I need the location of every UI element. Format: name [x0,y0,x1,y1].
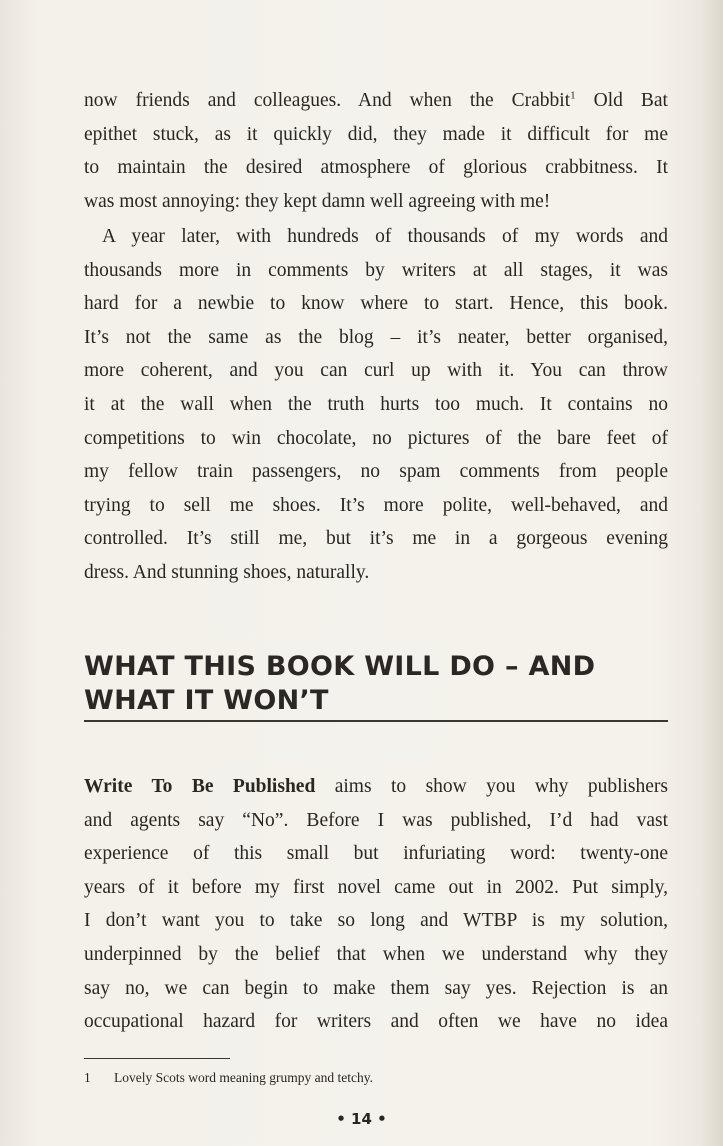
paragraph-3-line-8: occupational hazard for writers and often we have no idea [84,1011,668,1033]
paragraph-1-line-3: to maintain the desired atmosphere of glorious crabbitness. It [84,157,668,179]
footnote-divider [84,1058,230,1059]
paragraph-2-line-11: dress. And stunning shoes, naturally. [84,561,370,583]
section-heading-line-2: WHAT IT WON’T [84,685,329,716]
paragraph-3-line-7: say no, we can begin to make them say yes. Rejection is an [84,977,668,999]
paragraph-3 [84,770,668,1039]
paragraph-1-line-2: epithet stuck, as it quickly did, they made it difficult for me [84,123,668,145]
heading-divider [84,720,668,722]
paragraph-2-line-7: competitions to win chocolate, no pictures of the bare feet of [84,427,668,449]
paragraph-2-line-8: my fellow train passengers, no spam comments from people [84,461,668,483]
footnote-marker: 1 [570,89,576,102]
paragraph-2-line-10: controlled. It’s still me, but it’s me in a gorgeous evening [84,528,668,550]
paragraph-3-line-1: Write To Be Published aims to show you why publishers [84,776,668,797]
paragraph-2-line-4: It’s not the same as the blog – it’s neater, better organised, [84,326,668,348]
book-title-bold: Write To Be Published [84,776,316,797]
paragraph-2-line-1: A year later, with hundreds of thousands of my words and [102,226,668,247]
section-heading-line-1: WHAT THIS BOOK WILL DO – AND [84,651,596,682]
paragraph-3-line-6: underpinned by the belief that when we understand why they [84,943,668,965]
paragraph-2-line-6: it at the wall when the truth hurts too much. It contains no [84,393,668,415]
paragraph-2-line-9: trying to sell me shoes. It’s more polite, well-behaved, and [84,494,668,516]
footnote [84,1068,668,1088]
paragraph-2-line-2: thousands more in comments by writers at all stages, it was [84,259,668,281]
footnote-number: 1 [84,1070,91,1085]
paragraph-3-line-3: experience of this small but infuriating word: twenty-one [84,843,668,865]
paragraph-1-line-4: was most annoying: they kept damn well agreeing with me! [84,190,551,212]
paragraph-1-line-1: now friends and colleagues. And when the Crabbit$^1$ Old Bat [84,89,668,111]
paragraph-1 [84,84,668,218]
paragraph-2-line-3: hard for a newbie to know where to start. Hence, this book. [84,293,668,315]
page-number: • 14 • [336,1110,387,1128]
section-heading [84,650,668,718]
paragraph-2 [84,220,668,590]
paragraph-2-line-5: more coherent, and you can curl up with it. You can throw [84,360,668,382]
footnote-text: Lovely Scots word meaning grumpy and tetchy. [114,1070,373,1085]
paragraph-3-line-4: years of it before my first novel came out in 2002. Put simply, [84,876,668,898]
paragraph-3-line-5: I don’t want you to take so long and WTBP is my solution, [84,910,668,932]
paragraph-3-line-2: and agents say “No”. Before I was published, I’d had vast [84,809,668,831]
